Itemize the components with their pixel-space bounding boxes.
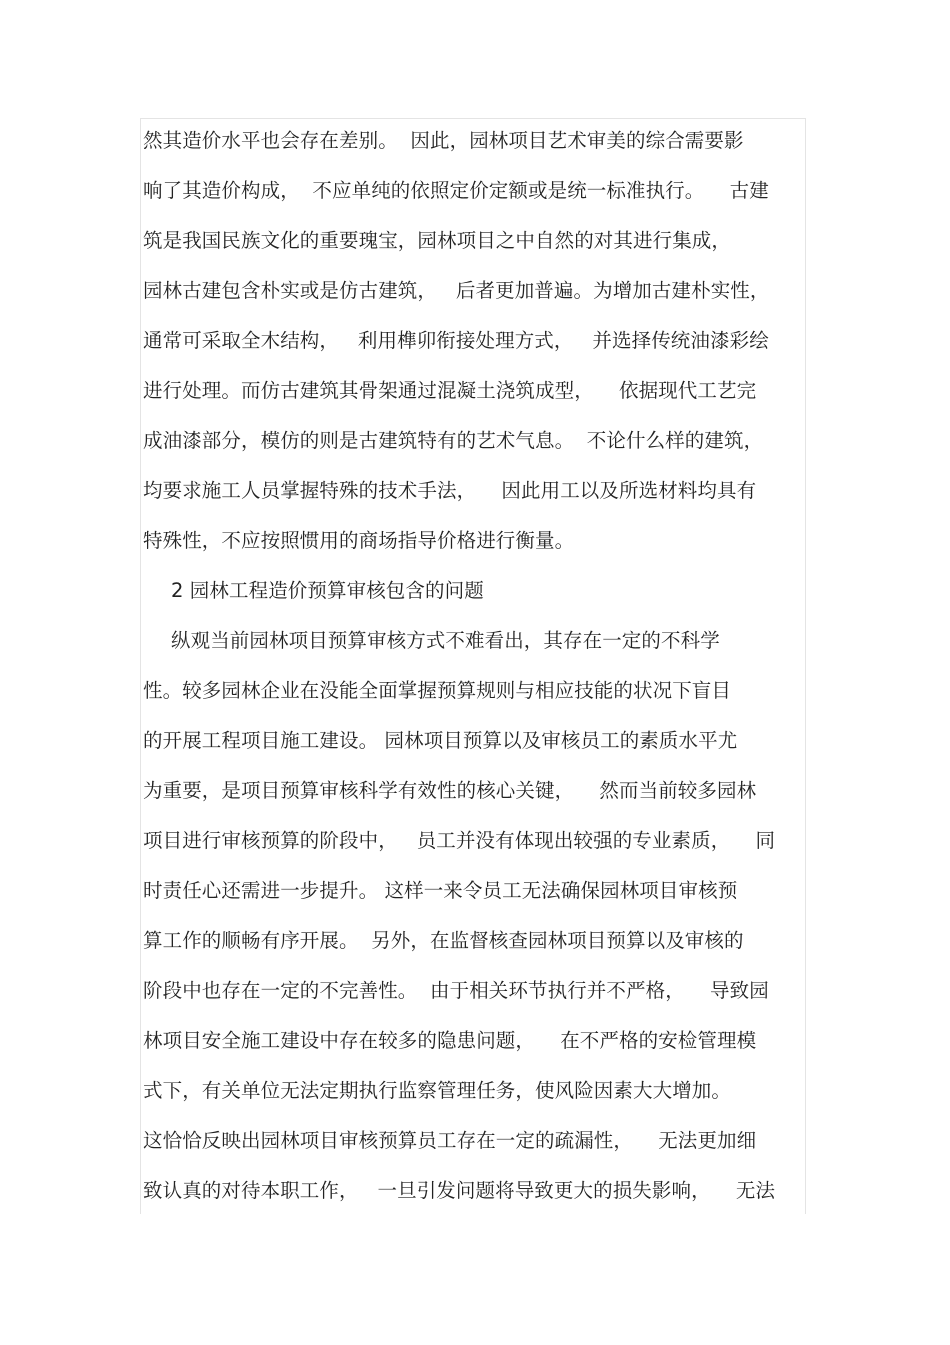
text-line: 式下，有关单位无法定期执行监察管理任务，使风险因素大大增加。 bbox=[143, 1079, 732, 1102]
text-line: 进行处理。而仿古建筑其骨架通过混凝土浇筑成型， 依据现代工艺完 bbox=[143, 379, 757, 402]
text-line: 特殊性，不应按照惯用的商场指导价格进行衡量。 bbox=[143, 529, 575, 552]
text-line: 均要求施工人员掌握特殊的技术手法， 因此用工以及所选材料均具有 bbox=[143, 479, 757, 502]
text-line: 算工作的顺畅有序开展。 另外，在监督核查园林项目预算以及审核的 bbox=[143, 929, 744, 952]
text-line: 然其造价水平也会存在差别。 因此，园林项目艺术审美的综合需要影 bbox=[143, 129, 744, 152]
section-heading: 2 园林工程造价预算审核包含的问题 bbox=[171, 579, 484, 602]
text-line: 项目进行审核预算的阶段中， 员工并没有体现出较强的专业素质， 同 bbox=[143, 829, 776, 852]
text-line: 园林古建包含朴实或是仿古建筑， 后者更加普遍。为增加古建朴实性， bbox=[143, 279, 770, 302]
text-line: 的开展工程项目施工建设。 园林项目预算以及审核员工的素质水平尤 bbox=[143, 729, 738, 752]
text-line: 致认真的对待本职工作， 一旦引发问题将导致更大的损失影响， 无法 bbox=[143, 1179, 776, 1202]
text-line: 林项目安全施工建设中存在较多的隐患问题， 在不严格的安检管理模 bbox=[143, 1029, 757, 1052]
text-line: 这恰恰反映出园林项目审核预算员工存在一定的疏漏性， 无法更加细 bbox=[143, 1129, 757, 1152]
text-line: 性。较多园林企业在没能全面掌握预算规则与相应技能的状况下盲目 bbox=[143, 679, 732, 702]
text-line: 成油漆部分，模仿的则是古建筑特有的艺术气息。 不论什么样的建筑， bbox=[143, 429, 764, 452]
document-body bbox=[143, 119, 807, 1219]
text-line: 为重要，是项目预算审核科学有效性的核心关键， 然而当前较多园林 bbox=[143, 779, 757, 802]
text-line: 纵观当前园林项目预算审核方式不难看出，其存在一定的不科学 bbox=[171, 629, 720, 652]
text-line: 阶段中也存在一定的不完善性。 由于相关环节执行并不严格， 导致园 bbox=[143, 979, 769, 1002]
text-line: 时责任心还需进一步提升。 这样一来令员工无法确保园林项目审核预 bbox=[143, 879, 738, 902]
text-line: 响了其造价构成， 不应单纯的依照定价定额或是统一标准执行。 古建 bbox=[143, 179, 769, 202]
text-line: 筑是我国民族文化的重要瑰宝，园林项目之中自然的对其进行集成， bbox=[143, 229, 732, 252]
text-line: 通常可采取全木结构， 利用榫卯衔接处理方式， 并选择传统油漆彩绘 bbox=[143, 329, 769, 352]
